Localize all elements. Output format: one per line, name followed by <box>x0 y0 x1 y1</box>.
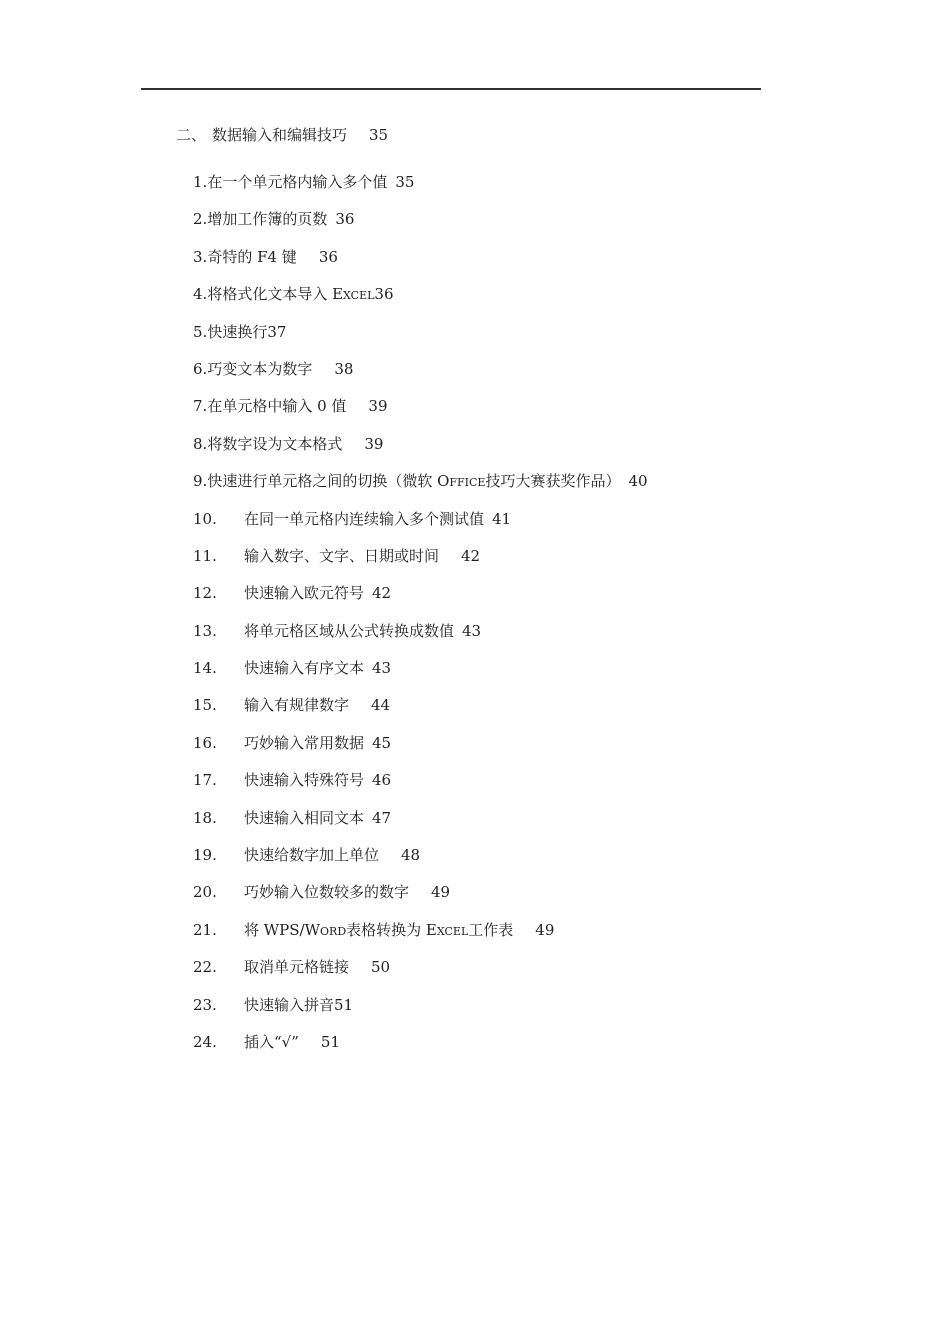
toc-title: 快速输入欧元符号 <box>244 584 365 603</box>
toc-title: 快速给数字加上单位 <box>244 846 380 865</box>
toc-entry[interactable] <box>193 396 648 433</box>
toc-title-cont: 技巧大赛获奖作品） <box>485 472 621 491</box>
toc-number: 21. <box>193 920 217 939</box>
toc-entry[interactable] <box>193 845 648 882</box>
toc-title-cont: 表格转换为 E <box>346 920 437 939</box>
toc-title: 将数字设为文本格式 <box>207 434 343 453</box>
toc-number: 7. <box>193 397 208 416</box>
toc-title-end: 工作表 <box>468 920 514 939</box>
toc-page: 45 <box>372 733 392 752</box>
toc-page: 48 <box>401 846 421 865</box>
toc-page: 47 <box>372 808 392 827</box>
toc-number: 12. <box>193 584 217 603</box>
header-rule <box>141 88 761 90</box>
section-heading <box>176 125 388 145</box>
toc-title-smallcaps: ORD <box>320 924 347 938</box>
toc-page: 44 <box>371 696 391 715</box>
toc-number: 9. <box>193 472 208 491</box>
section-page: 35 <box>369 126 389 144</box>
toc-number: 10. <box>193 509 217 528</box>
section-title: 数据输入和编辑技巧 <box>212 126 348 144</box>
toc-entry[interactable] <box>193 209 648 246</box>
toc-number: 13. <box>193 621 217 640</box>
toc-entry[interactable] <box>193 658 648 695</box>
toc-title: 在同一单元格内连续输入多个测试值 <box>244 509 485 528</box>
toc-number: 1. <box>193 173 208 191</box>
toc-title: 取消单元格链接 <box>244 958 350 977</box>
toc-entry[interactable] <box>193 621 648 658</box>
toc-page: 43 <box>372 659 392 678</box>
toc-entry[interactable] <box>193 920 648 957</box>
toc-title: 快速输入有序文本 <box>244 659 365 678</box>
toc-title: 奇特的 F4 键 <box>207 247 297 266</box>
toc-page: 49 <box>431 883 451 902</box>
toc-number: 24. <box>193 1032 217 1051</box>
toc-title: 增加工作簿的页数 <box>207 210 328 229</box>
toc-page: 39 <box>368 397 388 416</box>
toc-title: 将 WPS/W <box>244 920 321 939</box>
toc-number: 19. <box>193 846 217 865</box>
toc-number: 5. <box>193 322 208 341</box>
toc-entry[interactable] <box>193 434 648 471</box>
toc-entry[interactable] <box>193 733 648 770</box>
toc-list <box>193 172 648 1069</box>
toc-title-smallcaps-2: XCEL <box>436 924 469 938</box>
toc-page: 37 <box>267 322 287 341</box>
toc-page: 36 <box>374 285 394 304</box>
toc-entry[interactable] <box>193 1032 648 1069</box>
toc-page: 51 <box>320 1032 340 1051</box>
toc-page: 35 <box>395 173 415 191</box>
toc-title: 输入数字、文字、日期或时间 <box>244 546 440 565</box>
toc-entry[interactable] <box>193 359 648 396</box>
toc-page: 36 <box>318 247 338 266</box>
toc-entry[interactable] <box>193 172 648 209</box>
toc-title-smallcaps: XCEL <box>343 289 375 303</box>
section-number: 二、 <box>176 126 207 144</box>
toc-entry[interactable] <box>193 583 648 620</box>
toc-entry[interactable] <box>193 509 648 546</box>
toc-entry[interactable] <box>193 546 648 583</box>
toc-number: 17. <box>193 771 217 790</box>
toc-title: 将单元格区域从公式转换成数值 <box>244 621 455 640</box>
toc-number: 14. <box>193 659 217 678</box>
toc-page: 46 <box>372 771 392 790</box>
toc-entry[interactable] <box>193 808 648 845</box>
toc-entry[interactable] <box>193 882 648 919</box>
toc-page: 43 <box>462 621 482 640</box>
toc-page: 41 <box>492 509 512 528</box>
toc-title: 巧妙输入常用数据 <box>244 733 365 752</box>
toc-title: 巧妙输入位数较多的数字 <box>244 883 410 902</box>
toc-title-smallcaps: FFICE <box>449 476 486 490</box>
toc-number: 18. <box>193 808 217 827</box>
toc-number: 20. <box>193 883 217 902</box>
toc-entry[interactable] <box>193 322 648 359</box>
toc-page: 42 <box>372 584 392 603</box>
toc-number: 23. <box>193 995 217 1014</box>
toc-page: 39 <box>364 434 384 453</box>
toc-page: 49 <box>535 920 555 939</box>
toc-title: 快速输入特殊符号 <box>244 771 365 790</box>
toc-title: 巧变文本为数字 <box>207 359 313 378</box>
toc-title: 将格式化文本导入 E <box>207 285 344 304</box>
toc-number: 8. <box>193 434 208 453</box>
toc-title: 在单元格中输入 0 值 <box>207 397 347 416</box>
toc-number: 22. <box>193 958 217 977</box>
toc-number: 2. <box>193 210 208 229</box>
toc-title: 快速输入相同文本 <box>244 808 365 827</box>
toc-number: 3. <box>193 247 208 266</box>
toc-title: 快速换行 <box>207 322 268 341</box>
toc-number: 15. <box>193 696 217 715</box>
toc-number: 6. <box>193 359 208 378</box>
toc-title: 输入有规律数字 <box>244 696 350 715</box>
toc-title: 插入“√” <box>244 1032 299 1051</box>
toc-entry[interactable] <box>193 247 648 284</box>
toc-page: 51 <box>334 995 354 1014</box>
toc-number: 11. <box>193 546 217 565</box>
toc-page: 36 <box>335 210 355 229</box>
toc-entry[interactable] <box>193 284 648 321</box>
toc-entry[interactable] <box>193 995 648 1032</box>
toc-entry[interactable] <box>193 957 648 994</box>
toc-entry[interactable] <box>193 471 648 508</box>
toc-title: 快速进行单元格之间的切换（微软 O <box>207 472 450 491</box>
toc-number: 4. <box>193 285 208 304</box>
toc-page: 50 <box>371 958 391 977</box>
toc-page: 38 <box>334 359 354 378</box>
toc-title: 在一个单元格内输入多个值 <box>207 173 388 191</box>
toc-title: 快速输入拼音 <box>244 995 335 1014</box>
toc-entry[interactable] <box>193 695 648 732</box>
toc-number: 16. <box>193 733 217 752</box>
toc-page: 42 <box>461 546 481 565</box>
toc-page: 40 <box>628 472 648 491</box>
toc-entry[interactable] <box>193 770 648 807</box>
